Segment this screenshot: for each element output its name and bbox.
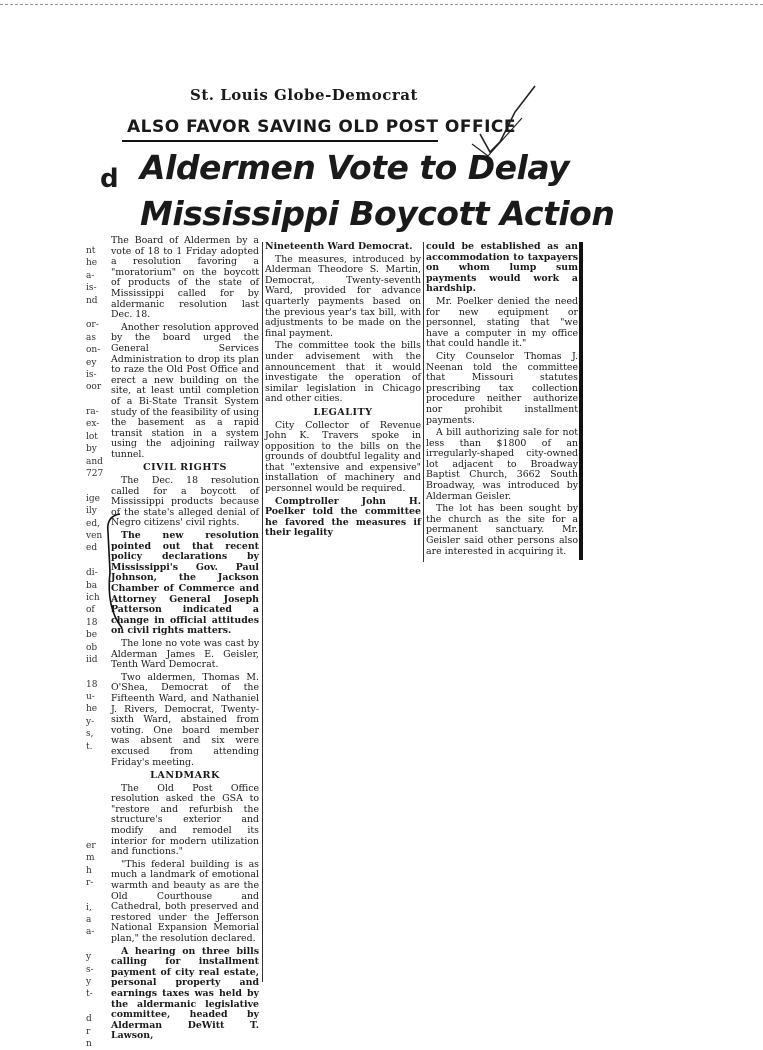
fragment-text: ily: [86, 506, 97, 517]
subhead-civil-rights: CIVIL RIGHTS: [143, 462, 227, 474]
fragment-text: y: [86, 977, 92, 988]
paragraph: The committee took the bills under advisement with the announcement that it would investigate the operation of similar legislation in Chicago and other cities.: [265, 340, 421, 405]
fragment-text: nt: [86, 246, 96, 256]
fragment-text: oor: [86, 382, 102, 393]
paragraph: Mr. Poelker denied the need for new equipment or personnel, stating that "we have a computer in my office that could handle it.": [426, 295, 578, 350]
fragment-text: ob: [86, 642, 98, 653]
kicker-underline: [122, 140, 438, 142]
fragment-text: er: [86, 840, 96, 851]
fragment-text: m: [86, 853, 95, 864]
fragment-text: ey: [86, 357, 97, 368]
subhead-landmark: LANDMARK: [150, 770, 220, 782]
fragment-text: di-: [86, 568, 98, 579]
handwritten-bracket-icon: [104, 512, 124, 630]
fragment-text: a-: [86, 270, 95, 281]
fragment-text: a: [86, 915, 92, 926]
fragment-text: d: [86, 1014, 92, 1025]
fragment-text: [86, 790, 110, 802]
fragment-text: ba: [86, 580, 98, 591]
fragment-text: and: [86, 456, 103, 467]
column-divider: [262, 242, 263, 982]
fragment-text: he: [86, 258, 98, 269]
fragment-text: ich: [86, 592, 100, 603]
fragment-text: ra-: [86, 407, 99, 418]
fragment-text: be: [86, 630, 98, 641]
fragment-text: r: [86, 1026, 91, 1037]
paragraph: The lone no vote was cast by Alderman James E. Geisler, Tenth Ward Democrat.: [111, 637, 259, 671]
fragment-text: he: [86, 704, 98, 715]
fragment-text: or-: [86, 320, 99, 331]
fragment-text: is-: [86, 369, 97, 380]
fragment-text: a-: [86, 927, 95, 938]
fragment-text: [86, 765, 110, 777]
fragment-text: on-: [86, 345, 101, 356]
scan-top-border: [0, 4, 763, 5]
paragraph: Another resolution approved by the board urged the General Services Administration to drop its plan to raze the Old Post Office and erect a new building on the site, at least until completion of a Bi-State Transit System study of the feasibility of using the basement as a rapid transit station in a system using the adjoining railway tunnel.: [111, 321, 259, 460]
fragment-text: r-: [86, 877, 94, 888]
paragraph-bold: The new resolution pointed out that recent policy declarations by Mississippi's Gov. Paul Johnson, the Jackson Chamber of Commerce and Attorney General Joseph Patterson indicated a change in official attitudes on civil rights matters.: [111, 530, 259, 637]
fragment-text: [86, 889, 110, 901]
fragment-text: is-: [86, 283, 97, 294]
paragraph: A bill authorizing sale for not less than $1800 of an irregularly-shaped city-owned lot adjacent to Broadway Baptist Church, 3662 South Broadway, was introduced by Alderman Geisler.: [426, 427, 578, 502]
paragraph: Two aldermen, Thomas M. O'Shea, Democrat of the Fifteenth Ward, and Nathaniel J. Rivers, Democrat, Twenty-sixth Ward, abstained from voting. One board member was absent and six were excused from attending Friday's meeting.: [111, 671, 259, 768]
fragment-text: ed: [86, 543, 98, 554]
fragment-text: ed,: [86, 518, 100, 529]
subhead-legality: LEGALITY: [313, 406, 373, 418]
article-column-3: [426, 242, 578, 559]
paragraph-bold: A hearing on three bills calling for installment payment of city real estate, personal property and earnings taxes was held by the aldermanic legislative committee, headed by Alderman DeWitt T. Lawson,: [111, 945, 259, 1042]
fragment-text: [86, 778, 110, 790]
paragraph-bold: Comptroller John H. Poelker told the committee he favored the measures if their legality: [265, 495, 421, 539]
fragment-text: ven: [86, 530, 103, 541]
fragment-text: 18: [86, 679, 98, 690]
fragment-text: [86, 939, 110, 951]
fragment-text: s-: [86, 964, 94, 975]
fragment-text: 18: [86, 617, 98, 628]
paragraph: The Old Post Office resolution asked the GSA to "restore and refurbish the structure's exterior and modify and remodel its interior for modern utilization and functions.": [111, 782, 259, 858]
adjacent-headline-fragment: d: [100, 164, 119, 194]
paragraph: "This federal building is as much a landmark of emotional warmth and beauty as are the Old Courthouse and Cathedral, both preserved and restored under the Jefferson National Expansion Memorial plan," the resolution declared.: [111, 858, 259, 944]
headline-line-2: Mississippi Boycott Action: [140, 194, 615, 233]
paragraph: The Dec. 18 resolution called for a boycott of Mississippi products because of the state's alleged denial of Negro citizens' civil rights.: [111, 475, 259, 529]
fragment-text: i,: [86, 902, 92, 913]
fragment-text: iid: [86, 654, 98, 665]
fragment-text: [86, 753, 110, 765]
fragment-text: h: [86, 865, 92, 876]
main-headline: [140, 145, 614, 237]
fragment-text: [86, 1001, 110, 1013]
fragment-text: as: [86, 332, 96, 343]
paragraph: The lot has been sought by the church as the site for a permanent sanctuary. Mr. Geisler said other persons also are interested in acquiring it.: [426, 503, 578, 557]
paragraph-bold: The measures, introduced by Alderman Theodore S. Martin, Democrat, Twenty-seventh Ward, provided for advance quarterly payments based on the previous year's tax bill, with adjustments to be made on the final payment.: [265, 253, 421, 339]
fragment-text: [86, 307, 110, 319]
headline-line-1: Aldermen Vote to Delay: [140, 148, 570, 187]
paragraph: City Counselor Thomas J. Neenan told the committee that Missouri statutes prescribing tax collection procedure neither authorize nor prohibit installment payments.: [426, 350, 578, 426]
article-column-2: [265, 242, 421, 541]
fragment-text: ige: [86, 493, 100, 504]
paragraph: The Board of Aldermen by a vote of 18 to 1 Friday adopted a resolution favoring a "moratorium" on the boycott of products of the state of Mississippi called for by aldermanic resolution last Dec. 18.: [111, 235, 259, 321]
fragment-text: [86, 480, 110, 492]
fragment-text: [86, 666, 110, 678]
fragment-text: 727: [86, 469, 104, 480]
newspaper-masthead: St. Louis Globe-Democrat: [190, 86, 418, 104]
kicker-headline: ALSO FAVOR SAVING OLD POST OFFICE: [127, 117, 516, 137]
fragment-text: [86, 827, 110, 839]
column-divider: [423, 242, 424, 562]
fragment-text: s,: [86, 729, 94, 740]
fragment-text: y-: [86, 716, 95, 727]
clipping-edge-rule: [579, 242, 583, 560]
fragment-text: y: [86, 952, 92, 963]
fragment-text: [86, 394, 110, 406]
fragment-text: t.: [86, 741, 93, 752]
fragment-text: n: [86, 1039, 92, 1049]
fragment-text: by: [86, 444, 97, 455]
paragraph-bold: Nineteenth Ward Democrat.: [265, 241, 413, 252]
fragment-text: nd: [86, 295, 98, 306]
fragment-text: [86, 803, 110, 815]
fragment-text: of: [86, 605, 95, 616]
fragment-text: lot: [86, 431, 98, 442]
fragment-text: [86, 815, 110, 827]
fragment-text: ex-: [86, 419, 100, 430]
paragraph-bold: could be established as an accommodation to taxpayers on whom lump sum payments would work a hardship.: [426, 241, 578, 295]
article-column-1: [111, 236, 259, 1044]
adjacent-column-fragments: [86, 245, 110, 1050]
fragment-text: u-: [86, 692, 95, 703]
fragment-text: t-: [86, 989, 93, 1000]
paragraph: City Collector of Revenue John K. Travers spoke in opposition to the bills on the grounds of doubtful legality and that "extensive and expensive" installation of machinery and personnel would be required.: [265, 419, 421, 495]
